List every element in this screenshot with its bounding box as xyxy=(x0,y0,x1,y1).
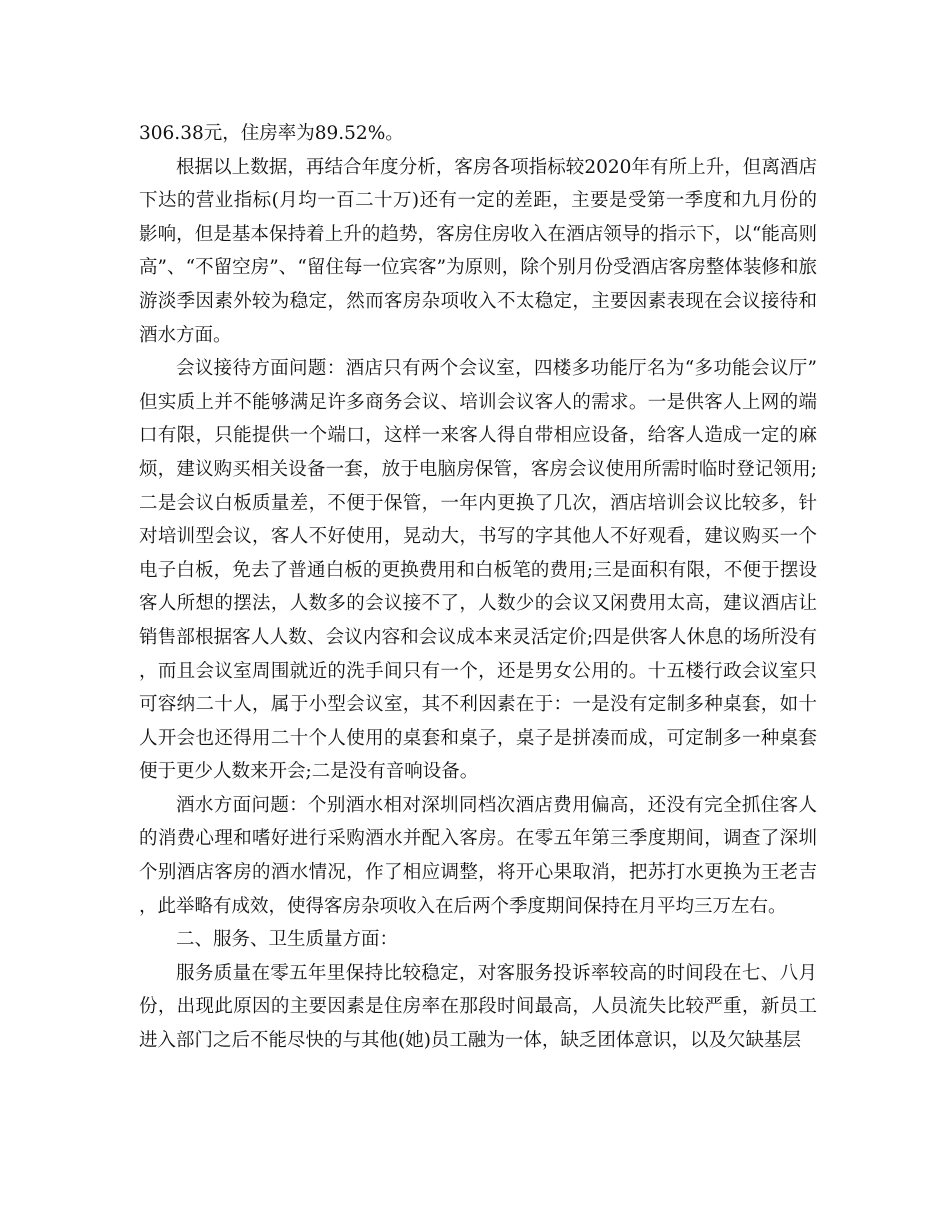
body-text xyxy=(139,117,817,1058)
paragraph-continuation: 306.38元，住房率为89.52%。 xyxy=(139,123,404,144)
paragraph-beverage: 酒水方面问题：个别酒水相对深圳同档次酒店费用偏高，还没有完全抓住客人的消费心理和嗜好进行采购酒水并配入客房。在零五年第三季度期间，调查了深圳个别酒店客房的酒水情况，作了相应调整，将开心果取消，把苏打水更换为王老吉，此举略有成效，使得客房杂项收入在后两个季度期间保持在月平均三万左右。 xyxy=(139,794,817,917)
paragraph-service-quality: 服务质量在零五年里保持比较稳定，对客服务投诉率较高的时间段在七、八月份，出现此原因的主要因素是住房率在那段时间最高，人员流失比较严重，新员工进入部门之后不能尽快的与其他(她)员工融为一体，缺乏团体意识，以及欠缺基层 xyxy=(139,962,817,1052)
section-heading-service-hygiene: 二、服务、卫生质量方面： xyxy=(176,929,399,951)
paragraph-meeting-reception: 会议接待方面问题：酒店只有两个会议室，四楼多功能厅名为“多功能会议厅”但实质上并不能够满足许多商务会议、培训会议客人的需求。一是供客人上网的端口有限，只能提供一个端口，这样一来客人得自带相应设备，给客人造成一定的麻烦，建议购买相关设备一套，放于电脑房保管，客房会议使用所需时临时登记领用;二是会议白板质量差，不便于保管，一年内更换了几次，酒店培训会议比较多，针对培训型会议，客人不好使用，晃动大，书写的字其他人不好观看，建议购买一个电子白板，免去了普通白板的更换费用和白板笔的费用;三是面积有限，不便于摆设客人所想的摆法，人数多的会议接不了，人数少的会议又闲费用太高，建议酒店让销售部根据客人人数、会议内容和会议成本来灵活定价;四是供客人休息的场所没有，而且会议室周围就近的洗手间只有一个，还是男女公用的。十五楼行政会议室只可容纳二十人，属于小型会议室，其不利因素在于：一是没有定制多种桌套，如十人开会也还得用二十个人使用的桌套和桌子，桌子是拼凑而成，可定制多一种桌套便于更少人数来开会;二是没有音响设备。 xyxy=(139,358,817,783)
paragraph-room-indicators: 根据以上数据，再结合年度分析，客房各项指标较2020年有所上升，但离酒店下达的营业指标(月均一百二十万)还有一定的差距，主要是受第一季度和九月份的影响，但是基本保持着上升的趋势，客房住房收入在酒店领导的指示下，以“能高则高”、“不留空房”、“留住每一位宾客”为原则，除个别月份受酒店客房整体装修和旅游淡季因素外较为稳定，然而客房杂项收入不太稳定，主要因素表现在会议接待和酒水方面。 xyxy=(139,156,817,346)
